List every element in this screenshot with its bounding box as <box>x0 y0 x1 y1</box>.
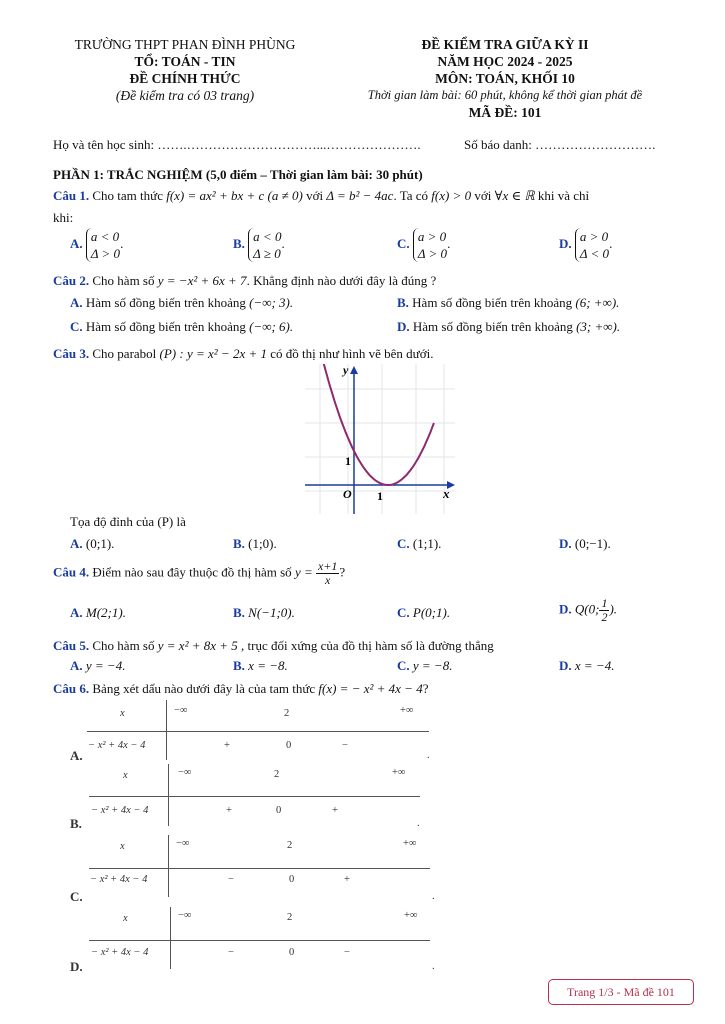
q2-option-d[interactable]: D. Hàm số đồng biến trên khoảng (3; +∞). <box>397 319 621 334</box>
x-axis-label: x <box>443 486 450 501</box>
student-name-field: Họ và tên học sinh: …….…………………………...…………………. <box>53 137 421 152</box>
x-tick-label: 1 <box>377 489 383 503</box>
origin-label: O <box>343 487 352 501</box>
school-year: NĂM HỌC 2024 - 2025 <box>437 54 573 69</box>
pages-note: (Đề kiểm tra có 03 trang) <box>115 88 255 103</box>
question-1-cont: khi: <box>53 210 74 225</box>
question-3: Câu 3. Cho parabol (P) : y = x² − 2x + 1 có đồ thị như hình vẽ bên dưới. <box>53 346 434 361</box>
q4-option-a[interactable]: A. M(2;1). <box>70 605 126 620</box>
part1-title: PHẦN 1: TRẮC NGHIỆM (5,0 điểm – Thời gian làm bài: 30 phút) <box>53 167 423 182</box>
q1-option-a[interactable]: A. a < 0 Δ > 0. <box>70 229 124 261</box>
q6-option-d[interactable]: D. x −∞ 2 +∞ − x² + 4x − 4 − 0 − . <box>70 907 435 969</box>
q3-option-c[interactable]: C. (1;1). <box>397 536 442 551</box>
parabola-graph <box>305 364 455 514</box>
q3-prompt: Tọa độ đỉnh của (P) là <box>70 514 186 529</box>
parabola-curve <box>308 364 434 485</box>
question-4: Câu 4. Điểm nào sau đây thuộc đồ thị hàm số y = $\frac{x+1}{x}$ ? <box>53 559 346 587</box>
question-1: Câu 1. Cho tam thức f(x) = ax² + bx + c (a ≠ 0) với Δ = b² − 4ac. Ta có f(x) > 0 với ∀x ∈ ℝ khi và chỉ <box>53 188 590 203</box>
exam-code: MÃ ĐỀ: 101 <box>468 105 542 120</box>
school-name: TRƯỜNG THPT PHAN ĐÌNH PHÙNG <box>74 37 296 52</box>
q2-option-c[interactable]: C. Hàm số đồng biến trên khoảng (−∞; 6). <box>70 319 294 334</box>
question-6: Câu 6. Bảng xét dấu nào dưới đây là của tam thức f(x) = − x² + 4x − 4? <box>53 681 429 696</box>
y-axis-label: y <box>343 364 349 377</box>
q5-option-c[interactable]: C. y = −8. <box>397 658 453 673</box>
q4-option-c[interactable]: C. P(0;1). <box>397 605 451 620</box>
q5-option-b[interactable]: B. x = −8. <box>233 658 288 673</box>
header-right <box>330 36 680 121</box>
q1-option-b[interactable]: B. a < 0 Δ ≥ 0. <box>233 229 285 261</box>
y-tick-label: 1 <box>345 454 351 468</box>
q6-option-a[interactable]: A. x −∞ 2 +∞ − x² + 4x − 4 + 0 − . <box>70 700 430 762</box>
q3-option-d[interactable]: D. (0;−1). <box>559 536 611 551</box>
q2-option-a[interactable]: A. Hàm số đồng biến trên khoảng (−∞; 3). <box>70 295 294 310</box>
q3-option-b[interactable]: B. (1;0). <box>233 536 277 551</box>
page-footer: Trang 1/3 - Mã đề 101 <box>548 979 694 1005</box>
q4-option-d[interactable]: D. Q(0; $\frac{1}{2}$ ). <box>559 596 618 624</box>
student-id-field: Số báo danh: ………………………. <box>464 137 656 152</box>
q1-option-d[interactable]: D. a > 0 Δ < 0. <box>559 229 613 261</box>
q2-option-b[interactable]: B. Hàm số đồng biến trên khoảng (6; +∞). <box>397 295 620 310</box>
question-2: Câu 2. Cho hàm số y = −x² + 6x + 7. Khẳng định nào dưới đây là đúng ? <box>53 273 437 288</box>
q6-option-b[interactable]: B. x −∞ 2 +∞ − x² + 4x − 4 + 0 + . <box>70 764 430 826</box>
q6-option-c[interactable]: C. x −∞ 2 +∞ − x² + 4x − 4 − 0 + . <box>70 835 435 897</box>
q4-option-b[interactable]: B. N(−1;0). <box>233 605 295 620</box>
official-label: ĐỀ CHÍNH THỨC <box>129 71 241 86</box>
question-5: Câu 5. Cho hàm số y = x² + 8x + 5 , trục đối xứng của đồ thị hàm số là đường thẳng <box>53 638 494 653</box>
q5-option-a[interactable]: A. y = −4. <box>70 658 126 673</box>
exam-title: ĐỀ KIỂM TRA GIỮA KỲ II <box>421 37 589 52</box>
subject: MÔN: TOÁN, KHỐI 10 <box>435 71 575 86</box>
q3-option-a[interactable]: A. (0;1). <box>70 536 115 551</box>
q1-option-c[interactable]: C. a > 0 Δ > 0. <box>397 229 451 261</box>
header-left <box>40 36 330 104</box>
q5-option-d[interactable]: D. x = −4. <box>559 658 615 673</box>
time-note: Thời gian làm bài: 60 phút, không kể thời gian phát đề <box>367 88 643 102</box>
department: TỔ: TOÁN - TIN <box>134 54 236 69</box>
